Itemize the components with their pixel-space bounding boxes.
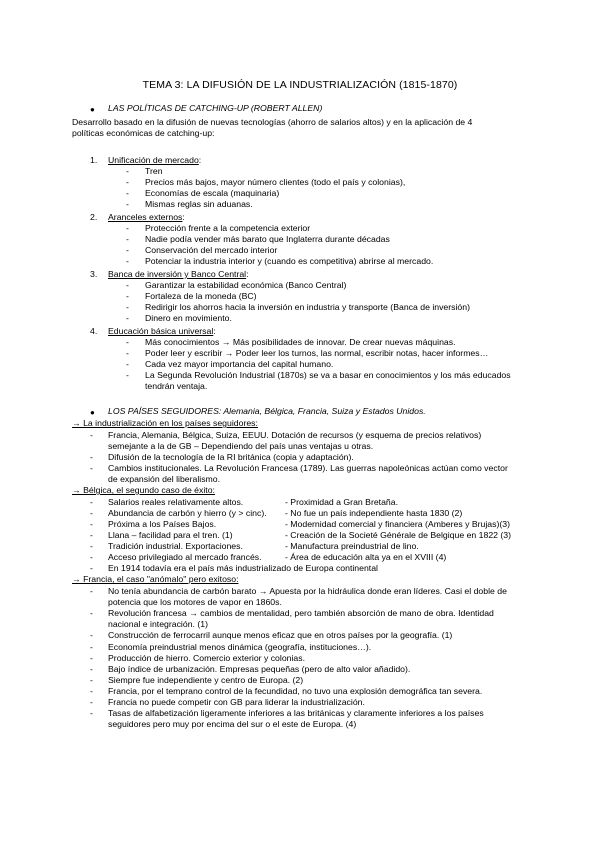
france-line: Francia, por el temprano control de la fecundidad, no tuvo una explosión demográfica tan severa. — [108, 686, 483, 696]
item4-colon: : — [213, 326, 216, 336]
item1-sub: Precios más bajos, mayor número clientes (todo el país y colonias), — [145, 177, 406, 187]
item1-sub: Economías de escala (maquinaria) — [145, 188, 280, 198]
france-line: Tasas de alfabetización ligeramente inferiores a las británicas y claramente inferiores a los países — [108, 708, 484, 718]
item3-sub: Fortaleza de la moneda (BC) — [145, 291, 257, 301]
item1-title: Unificación de mercado — [108, 155, 199, 165]
item1-heading — [108, 155, 201, 166]
subsection1-line: semejante a la de GB – Dependiendo del país unas ventajas u otras. — [108, 441, 374, 451]
item1-colon: : — [198, 155, 202, 165]
france-line: nacional e integración. (1) — [108, 619, 208, 629]
belgium-left-item: Próxima a los Países Bajos. — [108, 519, 217, 529]
item3-sub: Redirigir los ahorros hacia la inversión en industria y transporte (Banca de inversión) — [145, 302, 470, 312]
belgium-right-item: - Creación de la Societé Générale de Belgique en 1822 (3) — [285, 530, 512, 540]
dash-icon: - — [90, 563, 93, 573]
belgium-left-item: Salarios reales relativamente altos. — [108, 497, 244, 507]
france-line: Siempre fue independiente y centro de Europa. (2) — [108, 675, 304, 685]
dash-icon: - — [126, 223, 129, 233]
dash-icon: - — [126, 337, 129, 347]
item3-heading — [108, 269, 249, 280]
belgium-left-item: Tradición industrial. Exportaciones. — [108, 541, 243, 551]
belgium-left-item: En 1914 todavía era el país más industrializado de Europa continental — [108, 563, 378, 573]
dash-icon: - — [126, 177, 129, 187]
dash-icon: - — [126, 234, 129, 244]
bullet-icon: ● — [90, 105, 95, 114]
belgium-right-item: - Modernidad comercial y financiera (Amberes y Brujas)(3) — [285, 519, 510, 529]
item3-number: 3. — [90, 269, 98, 279]
subsection1-line: Francia, Alemania, Bélgica, Suiza, EEUU. Dotación de recursos (y esquema de precios relativos) — [108, 430, 482, 440]
dash-icon: - — [126, 359, 129, 369]
item4-sub-continuation: tendrán ventaja. — [145, 381, 208, 391]
dash-icon: - — [90, 452, 93, 462]
item2-sub: Potenciar la industria interior y (cuando es competitiva) abrirse al mercado. — [145, 256, 434, 266]
subsection1-line: de expansión del liberalismo. — [108, 474, 221, 484]
item2-sub: Conservación del mercado interior — [145, 245, 278, 255]
dash-icon: - — [90, 608, 93, 618]
dash-icon: - — [90, 642, 93, 652]
subsection3-title: → Francia, el caso "anómalo" pero exitoso: — [72, 574, 239, 584]
bullet-icon: ● — [90, 408, 95, 417]
section1-heading: LAS POLÍTICAS DE CATCHING-UP (ROBERT ALLEN) — [108, 103, 323, 113]
france-line: Francia no puede competir con GB para liderar la industrialización. — [108, 697, 365, 707]
dash-icon: - — [90, 508, 93, 518]
item2-number: 2. — [90, 212, 98, 222]
dash-icon: - — [90, 675, 93, 685]
france-line: No tenía abundancia de carbón barato → Apuesta por la hidráulica donde eran líderes. Casi el doble de — [108, 586, 507, 596]
item4-sub: La Segunda Revolución Industrial (1870s) se va a basar en conocimientos y los más educados — [145, 370, 511, 380]
belgium-right-item: - Proximidad a Gran Bretaña. — [285, 497, 398, 507]
document-title: TEMA 3: LA DIFUSIÓN DE LA INDUSTRIALIZACIÓN (1815-1870) — [142, 79, 458, 91]
item4-heading — [108, 326, 216, 337]
subsection2-title: → Bélgica, el segundo caso de éxito: — [72, 485, 215, 495]
subsection1-title: → La industrialización en los países seguidores: — [72, 418, 258, 428]
dash-icon: - — [90, 630, 93, 640]
section1-intro-line1: Desarrollo basado en la difusión de nuevas tecnologías (ahorro de salarios altos) y en la aplicación de 4 — [72, 117, 473, 127]
item2-sub: Nadie podía vender más barato que Inglaterra durante décadas — [145, 234, 390, 244]
dash-icon: - — [90, 653, 93, 663]
dash-icon: - — [90, 664, 93, 674]
france-line: Economía preindustrial menos dinámica (geografía, instituciones…). — [108, 642, 372, 652]
section1-intro-line2: políticas económicas de catching-up: — [72, 128, 215, 138]
belgium-right-item: - No fue un país independiente hasta 1830 (2) — [285, 508, 463, 518]
dash-icon: - — [90, 519, 93, 529]
item4-sub: Más conocimientos → Más posibilidades de innovar. De crear nuevas máquinas. — [145, 337, 456, 347]
belgium-right-item: - Área de educación alta ya en el XVIII (4) — [285, 552, 447, 562]
belgium-left-item: Acceso privilegiado al mercado francés. — [108, 552, 262, 562]
dash-icon: - — [126, 291, 129, 301]
dash-icon: - — [126, 302, 129, 312]
dash-icon: - — [90, 430, 93, 440]
france-line: Construcción de ferrocarril aunque menos eficaz que en otros países por la geografía. (1) — [108, 630, 453, 640]
dash-icon: - — [126, 256, 129, 266]
item3-title: Banca de inversión y Banco Central — [108, 269, 247, 279]
item2-heading — [108, 212, 185, 223]
item4-sub: Cada vez mayor importancia del capital humano. — [145, 359, 334, 369]
item4-sub: Poder leer y escribir → Poder leer los turnos, las normal, escribir notas, hacer informes… — [145, 348, 489, 358]
belgium-right-item: - Manufactura preindustrial de lino. — [285, 541, 419, 551]
subsection1-line: Difusión de la tecnología de la RI británica (copia y adaptación). — [108, 452, 354, 462]
dash-icon: - — [126, 199, 129, 209]
dash-icon: - — [90, 530, 93, 540]
item2-sub: Protección frente a la competencia exterior — [145, 223, 311, 233]
france-line: Producción de hierro. Comercio exterior y colonias. — [108, 653, 306, 663]
item1-sub: Mismas reglas sin aduanas. — [145, 199, 253, 209]
dash-icon: - — [90, 541, 93, 551]
dash-icon: - — [126, 313, 129, 323]
item3-colon: : — [246, 269, 249, 279]
section2-heading: LOS PAÍSES SEGUIDORES: Alemania, Bélgica, Francia, Suiza y Estados Unidos. — [108, 406, 426, 416]
item1-number: 1. — [90, 155, 98, 165]
item4-title: Educación básica universal — [108, 326, 214, 336]
item4-number: 4. — [90, 326, 98, 336]
item3-sub: Dinero en movimiento. — [145, 313, 232, 323]
belgium-left-item: Abundancia de carbón y hierro (y > cinc). — [108, 508, 267, 518]
dash-icon: - — [90, 708, 93, 718]
france-line: potencia que los motores de vapor en 1860s. — [108, 597, 282, 607]
dash-icon: - — [90, 463, 93, 473]
item2-colon: : — [182, 212, 185, 222]
subsection1-line: Cambios institucionales. La Revolución Francesa (1789). Las guerras napoleónicas actúan como vector — [108, 463, 508, 473]
belgium-left-item: Llana – facilidad para el tren. (1) — [108, 530, 233, 540]
dash-icon: - — [90, 552, 93, 562]
france-line: Revolución francesa → cambios de mentalidad, pero también absorción de mano de obra. Identidad — [108, 608, 494, 618]
dash-icon: - — [90, 697, 93, 707]
france-line: seguidores pero muy por encima del sur o el este de Europa. (4) — [108, 719, 357, 729]
dash-icon: - — [90, 497, 93, 507]
dash-icon: - — [126, 166, 129, 176]
dash-icon: - — [126, 245, 129, 255]
dash-icon: - — [126, 280, 129, 290]
dash-icon: - — [126, 188, 129, 198]
item1-sub: Tren — [145, 166, 163, 176]
dash-icon: - — [126, 370, 129, 380]
dash-icon: - — [90, 586, 93, 596]
item3-sub: Garantizar la estabilidad económica (Banco Central) — [145, 280, 347, 290]
item2-title: Aranceles externos — [108, 212, 183, 222]
france-line: Bajo índice de urbanización. Empresas pequeñas (pero de alto valor añadido). — [108, 664, 411, 674]
dash-icon: - — [126, 348, 129, 358]
dash-icon: - — [90, 686, 93, 696]
